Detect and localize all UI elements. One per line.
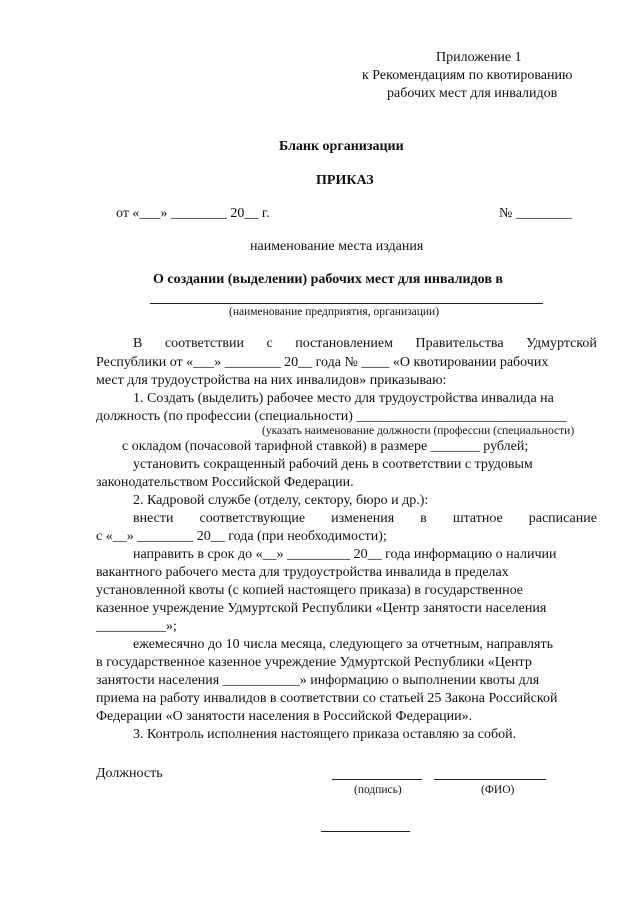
item-2-line-6: установленной квоты (с копией настоящего приказа) в государственное <box>96 583 524 598</box>
order-number-field: № ________ <box>499 206 572 221</box>
signature-line <box>332 779 422 780</box>
item-2-line-5: вакантного рабочего места для трудоустройства инвалида в пределах <box>96 565 509 580</box>
order-title: ПРИКАЗ <box>316 173 374 188</box>
appendix-line-1: Приложение 1 <box>436 50 522 65</box>
item-2-line-7: казенное учреждение Удмуртской Республики «Центр занятости населения <box>96 601 547 616</box>
item-2-line-11: занятости населения ___________» информацию о выполнении квоты для <box>96 673 540 688</box>
place-of-issue: наименование места издания <box>250 239 424 254</box>
fio-line <box>434 779 546 780</box>
intro-word: В <box>133 336 143 351</box>
item-3: 3. Контроль исполнения настоящего приказа оставляю за собой. <box>133 727 517 742</box>
item-1-line-1: 1. Создать (выделить) рабочее место для трудоустройства инвалида на <box>133 391 554 406</box>
organization-caption: (наименование предприятия, организации) <box>229 306 440 318</box>
intro-word: постановлением <box>295 336 393 351</box>
order-date-field: от «___» ________ 20__ г. <box>116 206 270 221</box>
item-2-line-1: 2. Кадровой службе (отделу, сектору, бюро и др.): <box>133 493 429 508</box>
intro-word: Правительства <box>415 336 504 351</box>
footer-separator-line <box>321 831 410 832</box>
item-2-word: внести <box>133 511 174 526</box>
intro-word: с <box>266 336 273 351</box>
order-subject: О создании (выделении) рабочих мест для инвалидов в <box>153 272 503 287</box>
item-2-line-12: приема на работу инвалидов в соответствии со статьей 25 Закона Российской <box>96 691 558 706</box>
item-1-line-5: законодательством Российской Федерации. <box>96 475 354 490</box>
organization-blank-line <box>150 303 543 304</box>
item-2-word: соответствующие <box>199 511 306 526</box>
item-2-line-3: с «__» ________ 20__ года (при необходимости); <box>96 529 387 544</box>
item-2-word: расписание <box>528 511 597 526</box>
item-2-line-8: __________»; <box>96 619 177 634</box>
signature-caption: (подпись) <box>354 784 402 796</box>
item-2-word: изменения <box>331 511 395 526</box>
item-2-line-4: направить в срок до «__» _________ 20__ года информацию о наличии <box>133 547 557 562</box>
item-1-caption: (указать наименование должности (профессии (специальности) <box>262 425 575 437</box>
org-blank-heading: Бланк организации <box>279 139 404 154</box>
intro-word: соответствии <box>164 336 244 351</box>
signature-position: Должность <box>96 766 163 781</box>
intro-line-2: Республики от «___» ________ 20__ года № ____ «О квотировании рабочих <box>96 355 549 370</box>
appendix-line-3: рабочих мест для инвалидов <box>387 86 558 101</box>
item-2-line-13: Федерации «О занятости населения в Российской Федерации». <box>96 709 473 724</box>
item-2-line-10: в государственное казенное учреждение Удмуртской Республики «Центр <box>96 655 532 670</box>
item-2-line-2 <box>133 511 597 527</box>
item-2-word: штатное <box>452 511 503 526</box>
item-1-line-3: с окладом (почасовой тарифной ставкой) в размере _______ рублей; <box>122 439 529 454</box>
intro-word: Удмуртской <box>526 336 597 351</box>
item-2-word: в <box>420 511 427 526</box>
fio-caption: (ФИО) <box>481 784 515 796</box>
item-1-line-4: установить сокращенный рабочий день в соответствии с трудовым <box>133 457 533 472</box>
item-2-line-9: ежемесячно до 10 числа месяца, следующего за отчетным, направлять <box>133 637 553 652</box>
appendix-line-2: к Рекомендациям по квотированию <box>362 68 573 83</box>
intro-line-1 <box>133 336 597 352</box>
item-1-line-2: должность (по профессии (специальности) ______________________________ <box>96 409 567 424</box>
intro-line-3: мест для трудоустройства на них инвалидов» приказываю: <box>96 373 447 388</box>
